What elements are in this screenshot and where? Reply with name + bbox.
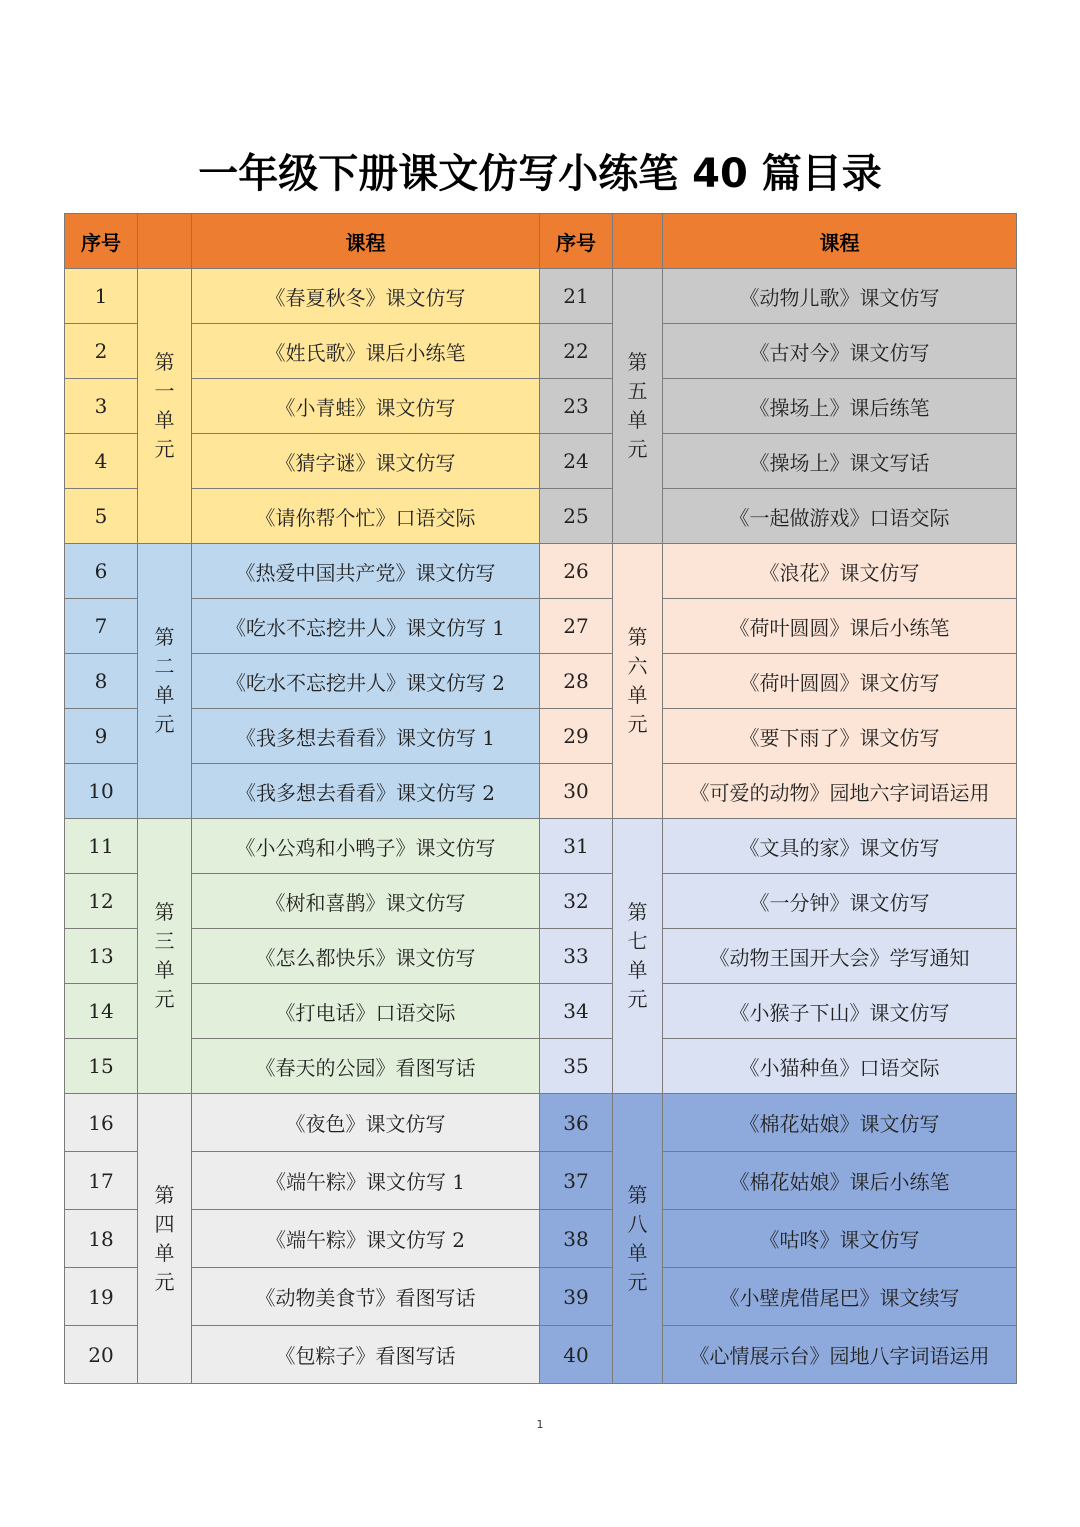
table-row <box>65 874 1017 929</box>
course-title: 《文具的家》课文仿写 <box>663 819 1017 874</box>
row-number: 2 <box>65 324 138 379</box>
course-title: 《夜色》课文仿写 <box>192 1094 540 1152</box>
header-row <box>65 214 1017 269</box>
unit-label: 第七单元 <box>613 819 663 1094</box>
course-title: 《猜字谜》课文仿写 <box>192 434 540 489</box>
course-title: 《吃水不忘挖井人》课文仿写 1 <box>192 599 540 654</box>
page-title: 一年级下册课文仿写小练笔 40 篇目录 <box>198 151 882 197</box>
course-title: 《端午粽》课文仿写 2 <box>192 1210 540 1268</box>
unit-label: 第四单元 <box>138 1094 192 1384</box>
course-title: 《浪花》课文仿写 <box>663 544 1017 599</box>
header-course-right: 课程 <box>663 214 1017 269</box>
row-number: 35 <box>540 1039 613 1094</box>
unit-label: 第五单元 <box>613 269 663 544</box>
row-number: 11 <box>65 819 138 874</box>
row-number: 21 <box>540 269 613 324</box>
course-title: 《古对今》课文仿写 <box>663 324 1017 379</box>
course-title: 《一分钟》课文仿写 <box>663 874 1017 929</box>
table-row <box>65 819 1017 874</box>
table-row <box>65 1039 1017 1094</box>
row-number: 5 <box>65 489 138 544</box>
header-seq-left: 序号 <box>65 214 138 269</box>
row-number: 14 <box>65 984 138 1039</box>
course-title: 《小公鸡和小鸭子》课文仿写 <box>192 819 540 874</box>
course-title: 《我多想去看看》课文仿写 1 <box>192 709 540 764</box>
row-number: 12 <box>65 874 138 929</box>
row-number: 36 <box>540 1094 613 1152</box>
course-title: 《端午粽》课文仿写 1 <box>192 1152 540 1210</box>
table-row <box>65 379 1017 434</box>
row-number: 37 <box>540 1152 613 1210</box>
course-title: 《咕咚》课文仿写 <box>663 1210 1017 1268</box>
row-number: 27 <box>540 599 613 654</box>
table-row <box>65 1094 1017 1152</box>
course-title: 《小猴子下山》课文仿写 <box>663 984 1017 1039</box>
course-title: 《打电话》口语交际 <box>192 984 540 1039</box>
row-number: 16 <box>65 1094 138 1152</box>
course-title: 《春天的公园》看图写话 <box>192 1039 540 1094</box>
header-unit-left <box>138 214 192 269</box>
table-row <box>65 434 1017 489</box>
table-row <box>65 1326 1017 1384</box>
course-title: 《操场上》课后练笔 <box>663 379 1017 434</box>
row-number: 8 <box>65 654 138 709</box>
row-number: 24 <box>540 434 613 489</box>
table-row <box>65 599 1017 654</box>
row-number: 20 <box>65 1326 138 1384</box>
row-number: 10 <box>65 764 138 819</box>
course-title: 《荷叶圆圆》课后小练笔 <box>663 599 1017 654</box>
table-row <box>65 1152 1017 1210</box>
course-title: 《荷叶圆圆》课文仿写 <box>663 654 1017 709</box>
header-unit-right <box>613 214 663 269</box>
course-title: 《请你帮个忙》口语交际 <box>192 489 540 544</box>
course-title: 《小猫种鱼》口语交际 <box>663 1039 1017 1094</box>
row-number: 33 <box>540 929 613 984</box>
row-number: 39 <box>540 1268 613 1326</box>
course-title: 《动物美食节》看图写话 <box>192 1268 540 1326</box>
row-number: 30 <box>540 764 613 819</box>
unit-label: 第六单元 <box>613 544 663 819</box>
row-number: 6 <box>65 544 138 599</box>
row-number: 40 <box>540 1326 613 1384</box>
row-number: 26 <box>540 544 613 599</box>
course-title: 《可爱的动物》园地六字词语运用 <box>663 764 1017 819</box>
row-number: 34 <box>540 984 613 1039</box>
row-number: 9 <box>65 709 138 764</box>
unit-label: 第三单元 <box>138 819 192 1094</box>
row-number: 22 <box>540 324 613 379</box>
row-number: 31 <box>540 819 613 874</box>
row-number: 19 <box>65 1268 138 1326</box>
row-number: 13 <box>65 929 138 984</box>
table-row <box>65 984 1017 1039</box>
course-title: 《热爱中国共产党》课文仿写 <box>192 544 540 599</box>
course-title: 《怎么都快乐》课文仿写 <box>192 929 540 984</box>
table-row <box>65 1268 1017 1326</box>
table-row <box>65 764 1017 819</box>
course-title: 《小青蛙》课文仿写 <box>192 379 540 434</box>
table-row <box>65 269 1017 324</box>
table-row <box>65 544 1017 599</box>
course-title: 《树和喜鹊》课文仿写 <box>192 874 540 929</box>
header-seq-right: 序号 <box>540 214 613 269</box>
table-row <box>65 324 1017 379</box>
row-number: 23 <box>540 379 613 434</box>
row-number: 4 <box>65 434 138 489</box>
course-title: 《动物儿歌》课文仿写 <box>663 269 1017 324</box>
unit-label: 第二单元 <box>138 544 192 819</box>
row-number: 32 <box>540 874 613 929</box>
course-title: 《操场上》课文写话 <box>663 434 1017 489</box>
row-number: 25 <box>540 489 613 544</box>
table-row <box>65 709 1017 764</box>
course-title: 《吃水不忘挖井人》课文仿写 2 <box>192 654 540 709</box>
row-number: 17 <box>65 1152 138 1210</box>
course-title: 《心情展示台》园地八字词语运用 <box>663 1326 1017 1384</box>
row-number: 28 <box>540 654 613 709</box>
course-title: 《春夏秋冬》课文仿写 <box>192 269 540 324</box>
page-number: 1 <box>536 1418 544 1431</box>
course-title: 《动物王国开大会》学写通知 <box>663 929 1017 984</box>
course-title: 《我多想去看看》课文仿写 2 <box>192 764 540 819</box>
row-number: 29 <box>540 709 613 764</box>
row-number: 18 <box>65 1210 138 1268</box>
row-number: 3 <box>65 379 138 434</box>
course-title: 《棉花姑娘》课后小练笔 <box>663 1152 1017 1210</box>
course-title: 《包粽子》看图写话 <box>192 1326 540 1384</box>
unit-label: 第八单元 <box>613 1094 663 1384</box>
course-title: 《一起做游戏》口语交际 <box>663 489 1017 544</box>
header-course-left: 课程 <box>192 214 540 269</box>
unit-label: 第一单元 <box>138 269 192 544</box>
row-number: 1 <box>65 269 138 324</box>
toc-table <box>64 213 1017 1384</box>
table-row <box>65 929 1017 984</box>
table-row <box>65 1210 1017 1268</box>
row-number: 38 <box>540 1210 613 1268</box>
row-number: 7 <box>65 599 138 654</box>
table-row <box>65 654 1017 709</box>
course-title: 《棉花姑娘》课文仿写 <box>663 1094 1017 1152</box>
course-title: 《要下雨了》课文仿写 <box>663 709 1017 764</box>
row-number: 15 <box>65 1039 138 1094</box>
course-title: 《姓氏歌》课后小练笔 <box>192 324 540 379</box>
course-title: 《小壁虎借尾巴》课文续写 <box>663 1268 1017 1326</box>
table-row <box>65 489 1017 544</box>
